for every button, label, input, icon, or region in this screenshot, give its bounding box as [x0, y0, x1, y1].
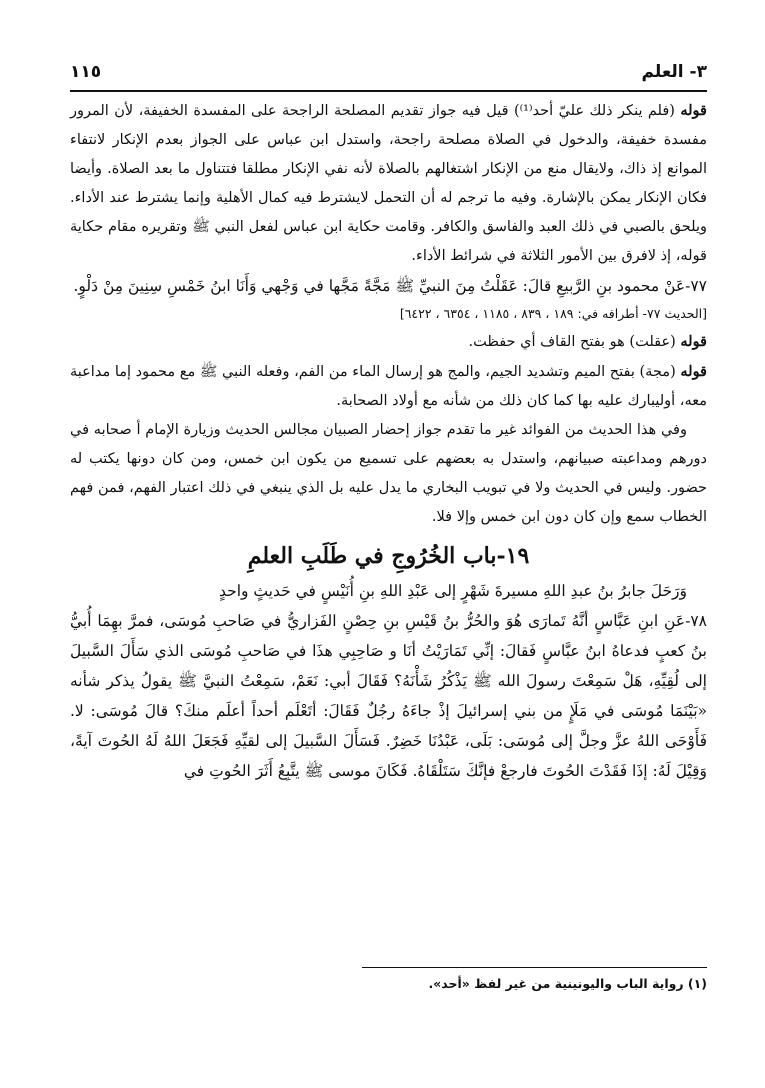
chapter-title: ٣- العلم: [641, 62, 707, 82]
page-body: [70, 96, 707, 786]
keyword-qawluhu: قوله: [680, 363, 707, 380]
hadith-77-references: [الحديث ٧٧- أطرافه في: ١٨٩ ، ٨٣٩ ، ١١٨٥ ، ٦٣٥٤ ، ٦٤٢٢]: [399, 306, 707, 321]
chapter-heading: ١٩-باب الخُرُوجِ في طَلَبِ العلمِ: [247, 543, 530, 569]
commentary-text: (فلم ينكر ذلك عليّ أحد⁽¹⁾) قيل فيه جواز تقديم المصلحة الراجحة على المفسدة الخفيفة، لأن المرور مفسدة خفيفة، والدخول في الصلاة مصلحة راجحة، واستدل ابن عباس على الجواز بعدم الإنكار لانتفاء الموانع إذ ذاك، ولايقال منع من الإنكار اشتغالهم بالصلاة لأنه نفي الإنكار مطلقا فتتناول ما بعد الصلاة. وأيضا فكان الإنكار يمكن بالإشارة. وفيه ما ترجم له أن التحمل لايشترط فيه كمال الأهلية وإنما يشترط عند الأداء. ويلحق بالصبي في ذلك العبد والفاسق والكافر. وقامت حكاية ابن عباس لفعل النبي ﷺ وتقريره مقام حكاية قوله، إذ لافرق بين الأمور الثلاثة في شرائط الأداء.: [70, 103, 707, 264]
chapter-intro: وَرَحَلَ جابرُ بنُ عبدِ اللهِ مسيرةَ شَهْرٍ إلى عَبْدِ اللهِ بنِ أُنَيْسٍ في حَديثٍ واحدٍ: [219, 582, 687, 600]
commentary-text: (مجة) بفتح الميم وتشديد الجيم، والمج هو إرسال الماء من الفم، وفعله النبي ﷺ مع محمود إما مداعبة معه، أوليبارك عليه بها كما كان ذلك من شأنه مع أولاد الصحابة.: [70, 364, 707, 409]
commentary-paragraph-2: [70, 327, 707, 357]
commentary-paragraph-4: وفي هذا الحديث من الفوائد غير ما تقدم جواز إحضار الصبيان مجالس الحديث وزيارة الإمام أ صحابه في دورهم ومداعبته صبيانهم، واستدل به بعضهم على تسميع من يكون ابن خمس، ومن كان دونها يكتب له حضور. وليس في الحديث ولا في تبويب البخاري ما يدل عليه بل الذي ينبغي في ذلك اعتبار الفهم، فمن فهم الخطاب سمع وإن كان دون ابن خمس وإلا فلا.: [70, 422, 707, 525]
commentary-paragraph-3: [70, 357, 707, 416]
footnote: (١) رواية الباب واليونينية من غير لفظ «أحد».: [428, 976, 707, 991]
keyword-qawluhu: قوله: [680, 333, 707, 350]
keyword-qawluhu: قوله: [680, 102, 707, 119]
page-number: ١١٥: [70, 62, 102, 82]
commentary-paragraph-1: [70, 96, 707, 271]
hadith-78: ٧٨-عَنِ ابنِ عَبَّاسٍ أنَّهُ تَمارَى هُوَ والحُرُّ بنُ قَيْسِ بنِ حِصْنٍ الفَزاريُّ في صَاحبِ مُوسَى، فمرَّ بهِمَا أُبيُّ بنُ كعبٍ فدعاهُ ابنُ عبَّاسٍ فَقالَ: إنِّي تَمَارَيْتُ أنَا و صَاحِبِي هذَا في صَاحبِ مُوسَى الذي سَأَلَ السَّبيلَ إلى لُقِيِّهِ، هَلْ سَمِعْتَ رسولَ الله ﷺ يَذْكُرُ شَأْنَهُ؟ فَقَالَ أبي: نَعَمْ، سَمِعْتُ النبيَّ ﷺ يقولُ يذكر شأنه «بَيْنَمَا مُوسَى في مَلَإٍ من بني إسرائيلَ إذْ جاءَهُ رجُلٌ فَقَالَ: أتَعْلَم أحداً أعلَم منكَ؟ قالَ مُوسَى: لا. فَأَوْحَى اللهُ عزَّ وجلَّ إلى مُوسَى: بَلَى، عَبْدُنَا خَضِرٌ. فَسَأَلَ السَّبيلَ إلى لقيِّهِ فَجَعَلَ اللهُ لَهُ الحُوتَ آيةً، وَقِيْلَ لَهُ: إذَا فَقَدْتَ الحُوتَ فارجعْ فإنَّكَ سَتَلْقَاهُ. فَكَانَ موسى ﷺ يتَّبِعُ أَثَرَ الحُوتِ في: [70, 612, 707, 780]
hadith-77: ٧٧-عَنْ محمود بنِ الرَّبيعِ قالَ: عَقَلْتُ مِنَ النبيِّ ﷺ مَجَّةً مَجَّها في وَجْهي وَأَنَا ابنُ خَمْسِ سِنِينَ مِنْ دَلْوٍ.: [73, 277, 707, 295]
header-divider: [70, 90, 707, 92]
page-header: [70, 56, 707, 88]
footnote-divider: [362, 967, 707, 968]
commentary-text: (عقلت) هو بفتح القاف أي حفظت.: [468, 334, 681, 350]
